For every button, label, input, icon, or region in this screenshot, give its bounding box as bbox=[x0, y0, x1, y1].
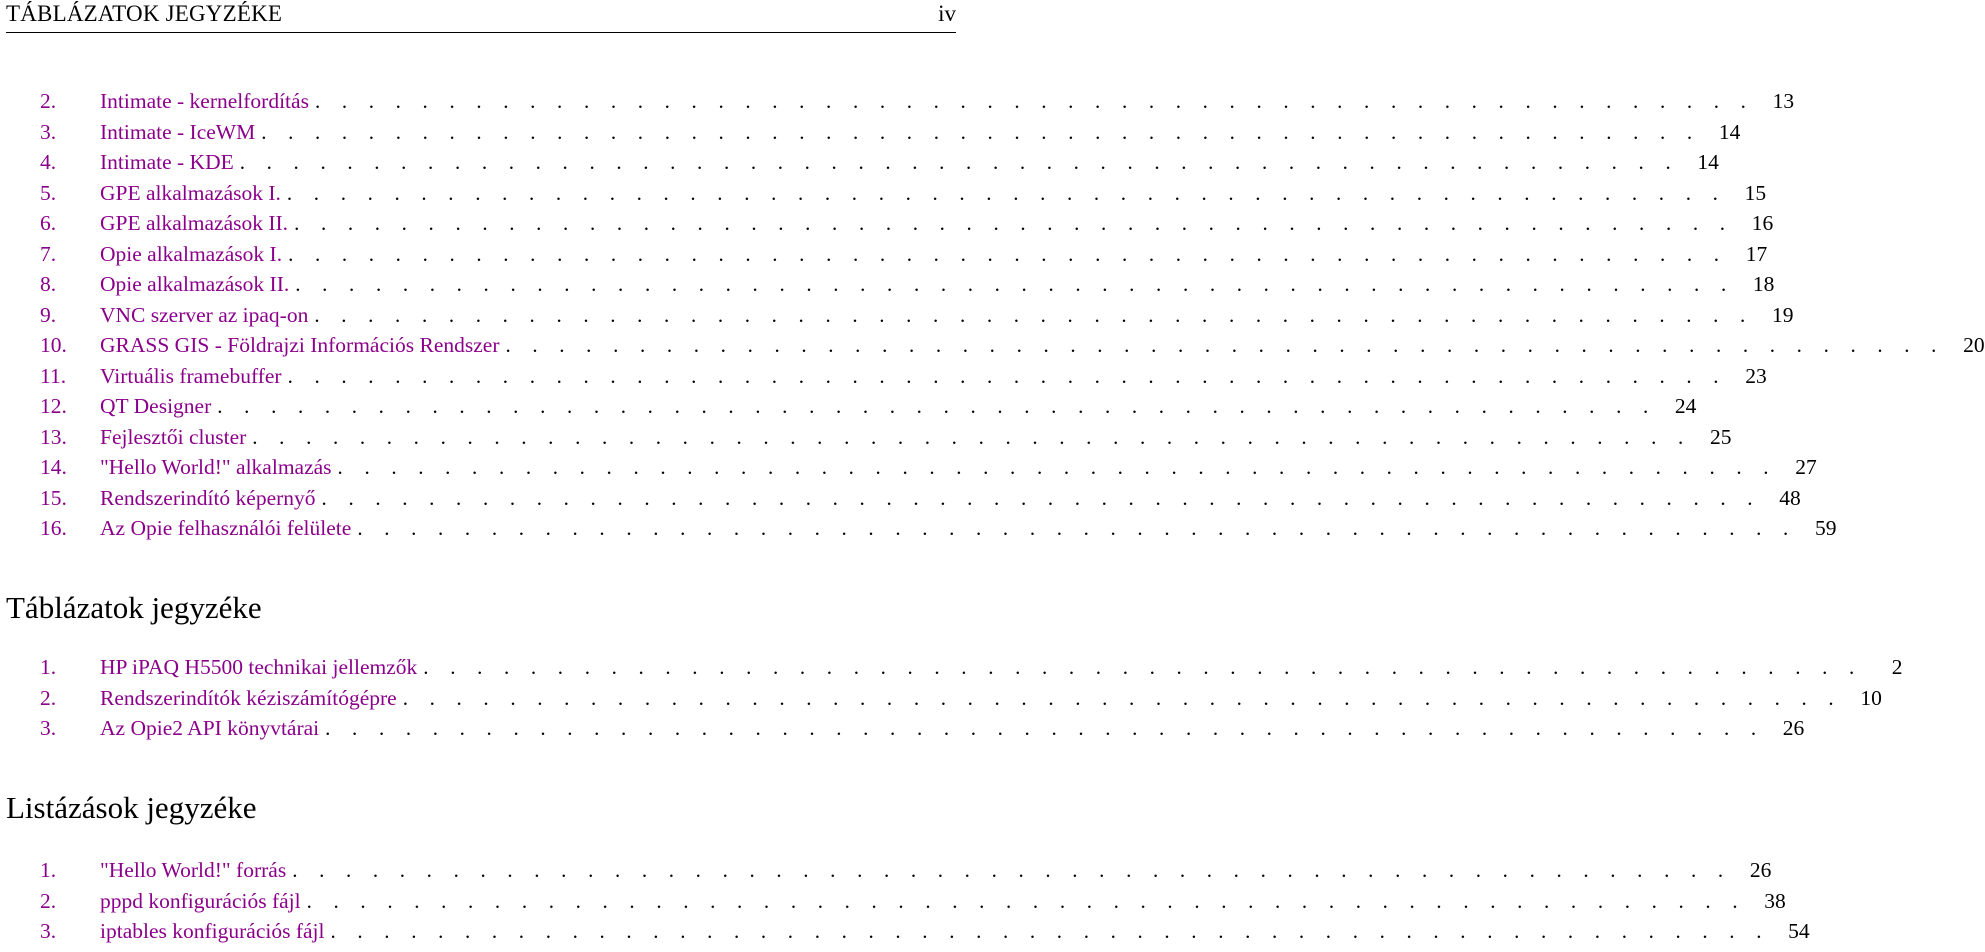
listings-section-heading: Listázások jegyzéke bbox=[6, 790, 257, 825]
toc-entry-number[interactable]: 2. bbox=[40, 685, 57, 710]
toc-entry[interactable] bbox=[40, 916, 1810, 947]
toc-entry-link[interactable]: Intimate - KDE bbox=[100, 150, 234, 174]
toc-entry-link[interactable]: Intimate - IceWM bbox=[100, 119, 256, 144]
toc-entry-link[interactable]: Rendszerindítók kéziszámítógépre bbox=[100, 685, 397, 710]
toc-entry[interactable] bbox=[40, 683, 1882, 714]
toc-entry-page-number: 19 bbox=[1772, 302, 1794, 327]
toc-entry-number[interactable]: 8. bbox=[40, 272, 57, 296]
dot-leader: . . . . . . . . . . . . . . . . . . . . . . . . . . . . . . . . . . . . . . . . . . . . . . . . . . . . . . bbox=[306, 888, 1746, 913]
dot-leader: . . . . . . . . . . . . . . . . . . . . . . . . . . . . . . . . . . . . . . . . . . . . . . . . . . . . . . bbox=[252, 424, 1692, 449]
listings-toc-list bbox=[40, 855, 1810, 947]
toc-entry-link[interactable]: HP iPAQ H5500 technikai jellemzők bbox=[100, 655, 418, 679]
toc-entry[interactable] bbox=[40, 239, 1768, 270]
tables-toc-list bbox=[40, 652, 1903, 744]
toc-entry-page-number: 54 bbox=[1788, 919, 1810, 943]
toc-entry-link[interactable]: GPE alkalmazások I. bbox=[100, 180, 281, 205]
toc-entry-number[interactable]: 16. bbox=[40, 516, 67, 540]
toc-entry-number[interactable]: 7. bbox=[40, 241, 57, 266]
dot-leader: . . . . . . . . . . . . . . . . . . . . . . . . . . . . . . . . . . . . . . . . . . . . . . . . . . . . . . bbox=[357, 516, 1797, 540]
toc-entry-link[interactable]: Opie alkalmazások II. bbox=[100, 272, 290, 296]
toc-entry[interactable] bbox=[40, 422, 1732, 453]
toc-entry-page-number: 23 bbox=[1745, 363, 1767, 388]
toc-entry-number[interactable]: 14. bbox=[40, 455, 67, 479]
dot-leader: . . . . . . . . . . . . . . . . . . . . . . . . . . . . . . . . . . . . . . . . . . . . . . . . . . . . . . bbox=[423, 655, 1863, 679]
toc-entry-page-number: 20 bbox=[1963, 333, 1985, 357]
toc-entry[interactable] bbox=[40, 452, 1817, 483]
running-header-page-number: iv bbox=[938, 1, 956, 26]
toc-entry-page-number: 16 bbox=[1751, 211, 1774, 235]
toc-entry-link[interactable]: Rendszerindító képernyő bbox=[100, 485, 316, 510]
toc-entry[interactable] bbox=[40, 886, 1786, 917]
dot-leader: . . . . . . . . . . . . . . . . . . . . . . . . . . . . . . . . . . . . . . . . . . . . . . . . . . . . . . bbox=[505, 333, 1945, 357]
toc-entry-page-number: 18 bbox=[1752, 272, 1775, 296]
toc-entry-page-number: 15 bbox=[1744, 180, 1767, 205]
figures-toc-list bbox=[40, 86, 1985, 544]
dot-leader: . . . . . . . . . . . . . . . . . . . . . . . . . . . . . . . . . . . . . . . . . . . . . . . . . . . . . . bbox=[286, 180, 1727, 205]
toc-entry[interactable] bbox=[40, 713, 1805, 744]
dot-leader: . . . . . . . . . . . . . . . . . . . . . . . . . . . . . . . . . . . . . . . . . . . . . . . . . . . . . . bbox=[287, 363, 1727, 388]
toc-entry[interactable] bbox=[40, 855, 1772, 886]
toc-entry[interactable] bbox=[40, 513, 1837, 544]
dot-leader: . . . . . . . . . . . . . . . . . . . . . . . . . . . . . . . . . . . . . . . . . . . . . . . . . . . . . . bbox=[402, 685, 1842, 710]
toc-entry[interactable] bbox=[40, 361, 1767, 392]
running-header-title: TÁBLÁZATOK JEGYZÉKE bbox=[6, 1, 283, 26]
toc-entry-link[interactable]: Fejlesztői cluster bbox=[100, 424, 247, 449]
toc-entry-link[interactable]: Opie alkalmazások I. bbox=[100, 241, 283, 266]
toc-entry-page-number: 2 bbox=[1891, 655, 1903, 679]
toc-entry-link[interactable]: Virtuális framebuffer bbox=[100, 363, 282, 388]
toc-entry-number[interactable]: 5. bbox=[40, 180, 57, 205]
toc-entry-page-number: 13 bbox=[1772, 89, 1795, 113]
toc-entry-number[interactable]: 6. bbox=[40, 211, 57, 235]
dot-leader: . . . . . . . . . . . . . . . . . . . . . . . . . . . . . . . . . . . . . . . . . . . . . . . . . . . . . . bbox=[337, 455, 1777, 479]
toc-entry[interactable] bbox=[40, 269, 1775, 300]
toc-entry-number[interactable]: 3. bbox=[40, 716, 57, 740]
dot-leader: . . . . . . . . . . . . . . . . . . . . . . . . . . . . . . . . . . . . . . . . . . . . . . . . . . . . . . bbox=[292, 858, 1732, 882]
toc-entry-page-number: 14 bbox=[1697, 150, 1719, 174]
toc-entry-number[interactable]: 9. bbox=[40, 302, 57, 327]
toc-entry-number[interactable]: 11. bbox=[40, 363, 67, 388]
dot-leader: . . . . . . . . . . . . . . . . . . . . . . . . . . . . . . . . . . . . . . . . . . . . . . . . . . . . . . bbox=[325, 716, 1765, 740]
toc-entry-link[interactable]: iptables konfigurációs fájl bbox=[100, 919, 325, 943]
toc-entry-number[interactable]: 4. bbox=[40, 150, 57, 174]
toc-entry-number[interactable]: 10. bbox=[40, 333, 67, 357]
toc-entry-number[interactable]: 12. bbox=[40, 394, 67, 418]
toc-entry-link[interactable]: Az Opie2 API könyvtárai bbox=[100, 716, 320, 740]
toc-entry-page-number: 38 bbox=[1764, 888, 1786, 913]
toc-entry[interactable] bbox=[40, 86, 1795, 117]
toc-entry[interactable] bbox=[40, 178, 1767, 209]
toc-entry[interactable] bbox=[40, 117, 1741, 148]
toc-entry-page-number: 10 bbox=[1860, 685, 1882, 710]
toc-entry-number[interactable]: 1. bbox=[40, 655, 57, 679]
toc-entry-number[interactable]: 3. bbox=[40, 119, 57, 144]
toc-entry-link[interactable]: GPE alkalmazások II. bbox=[100, 211, 289, 235]
toc-entry-link[interactable]: GRASS GIS - Földrajzi Információs Rendszer bbox=[100, 333, 500, 357]
toc-entry[interactable] bbox=[40, 391, 1697, 422]
toc-entry-page-number: 48 bbox=[1779, 485, 1801, 510]
toc-entry[interactable] bbox=[40, 147, 1719, 178]
running-header bbox=[6, 0, 956, 33]
toc-entry-link[interactable]: "Hello World!" alkalmazás bbox=[100, 455, 332, 479]
toc-entry[interactable] bbox=[40, 483, 1801, 514]
toc-entry[interactable] bbox=[40, 300, 1794, 331]
toc-entry-link[interactable]: Az Opie felhasználói felülete bbox=[100, 516, 352, 540]
toc-entry-link[interactable]: pppd konfigurációs fájl bbox=[100, 888, 301, 913]
toc-entry-page-number: 59 bbox=[1814, 516, 1837, 540]
toc-entry-page-number: 26 bbox=[1782, 716, 1805, 740]
toc-entry-page-number: 17 bbox=[1745, 241, 1768, 266]
dot-leader: . . . . . . . . . . . . . . . . . . . . . . . . . . . . . . . . . . . . . . . . . . . . . . . . . . . . . . bbox=[294, 211, 1734, 235]
toc-entry-page-number: 27 bbox=[1795, 455, 1817, 479]
toc-entry-page-number: 26 bbox=[1749, 858, 1772, 882]
toc-entry-link[interactable]: Intimate - kernelfordítás bbox=[100, 89, 309, 113]
dot-leader: . . . . . . . . . . . . . . . . . . . . . . . . . . . . . . . . . . . . . . . . . . . . . . . . . . . . . . bbox=[314, 302, 1754, 327]
dot-leader: . . . . . . . . . . . . . . . . . . . . . . . . . . . . . . . . . . . . . . . . . . . . . . . . . . . . . . bbox=[288, 241, 1728, 266]
toc-entry-number[interactable]: 1. bbox=[40, 858, 57, 882]
dot-leader: . . . . . . . . . . . . . . . . . . . . . . . . . . . . . . . . . . . . . . . . . . . . . . . . . . . . . . bbox=[321, 485, 1761, 510]
toc-entry-link[interactable]: QT Designer bbox=[100, 394, 212, 418]
toc-entry-number[interactable]: 2. bbox=[40, 888, 57, 913]
dot-leader: . . . . . . . . . . . . . . . . . . . . . . . . . . . . . . . . . . . . . . . . . . . . . . . . . . . . . . bbox=[239, 150, 1679, 174]
dot-leader: . . . . . . . . . . . . . . . . . . . . . . . . . . . . . . . . . . . . . . . . . . . . . . . . . . . . . . bbox=[314, 89, 1755, 113]
dot-leader: . . . . . . . . . . . . . . . . . . . . . . . . . . . . . . . . . . . . . . . . . . . . . . . . . . . . . . bbox=[330, 919, 1770, 943]
dot-leader: . . . . . . . . . . . . . . . . . . . . . . . . . . . . . . . . . . . . . . . . . . . . . . . . . . . . . . bbox=[261, 119, 1701, 144]
toc-entry-number[interactable]: 13. bbox=[40, 424, 67, 449]
toc-entry-link[interactable]: "Hello World!" forrás bbox=[100, 858, 287, 882]
toc-entry-number[interactable]: 3. bbox=[40, 919, 57, 943]
toc-entry-link[interactable]: VNC szerver az ipaq-on bbox=[100, 302, 309, 327]
dot-leader: . . . . . . . . . . . . . . . . . . . . . . . . . . . . . . . . . . . . . . . . . . . . . . . . . . . . . . bbox=[295, 272, 1735, 296]
toc-entry-page-number: 14 bbox=[1718, 119, 1741, 144]
dot-leader: . . . . . . . . . . . . . . . . . . . . . . . . . . . . . . . . . . . . . . . . . . . . . . . . . . . . . . bbox=[217, 394, 1657, 418]
toc-entry-number[interactable]: 15. bbox=[40, 485, 67, 510]
tables-section-heading: Táblázatok jegyzéke bbox=[6, 590, 262, 625]
toc-entry-number[interactable]: 2. bbox=[40, 89, 57, 113]
toc-entry-page-number: 24 bbox=[1674, 394, 1697, 418]
toc-entry[interactable] bbox=[40, 652, 1903, 683]
toc-entry-page-number: 25 bbox=[1709, 424, 1732, 449]
toc-entry[interactable] bbox=[40, 208, 1774, 239]
toc-entry[interactable] bbox=[40, 330, 1985, 361]
